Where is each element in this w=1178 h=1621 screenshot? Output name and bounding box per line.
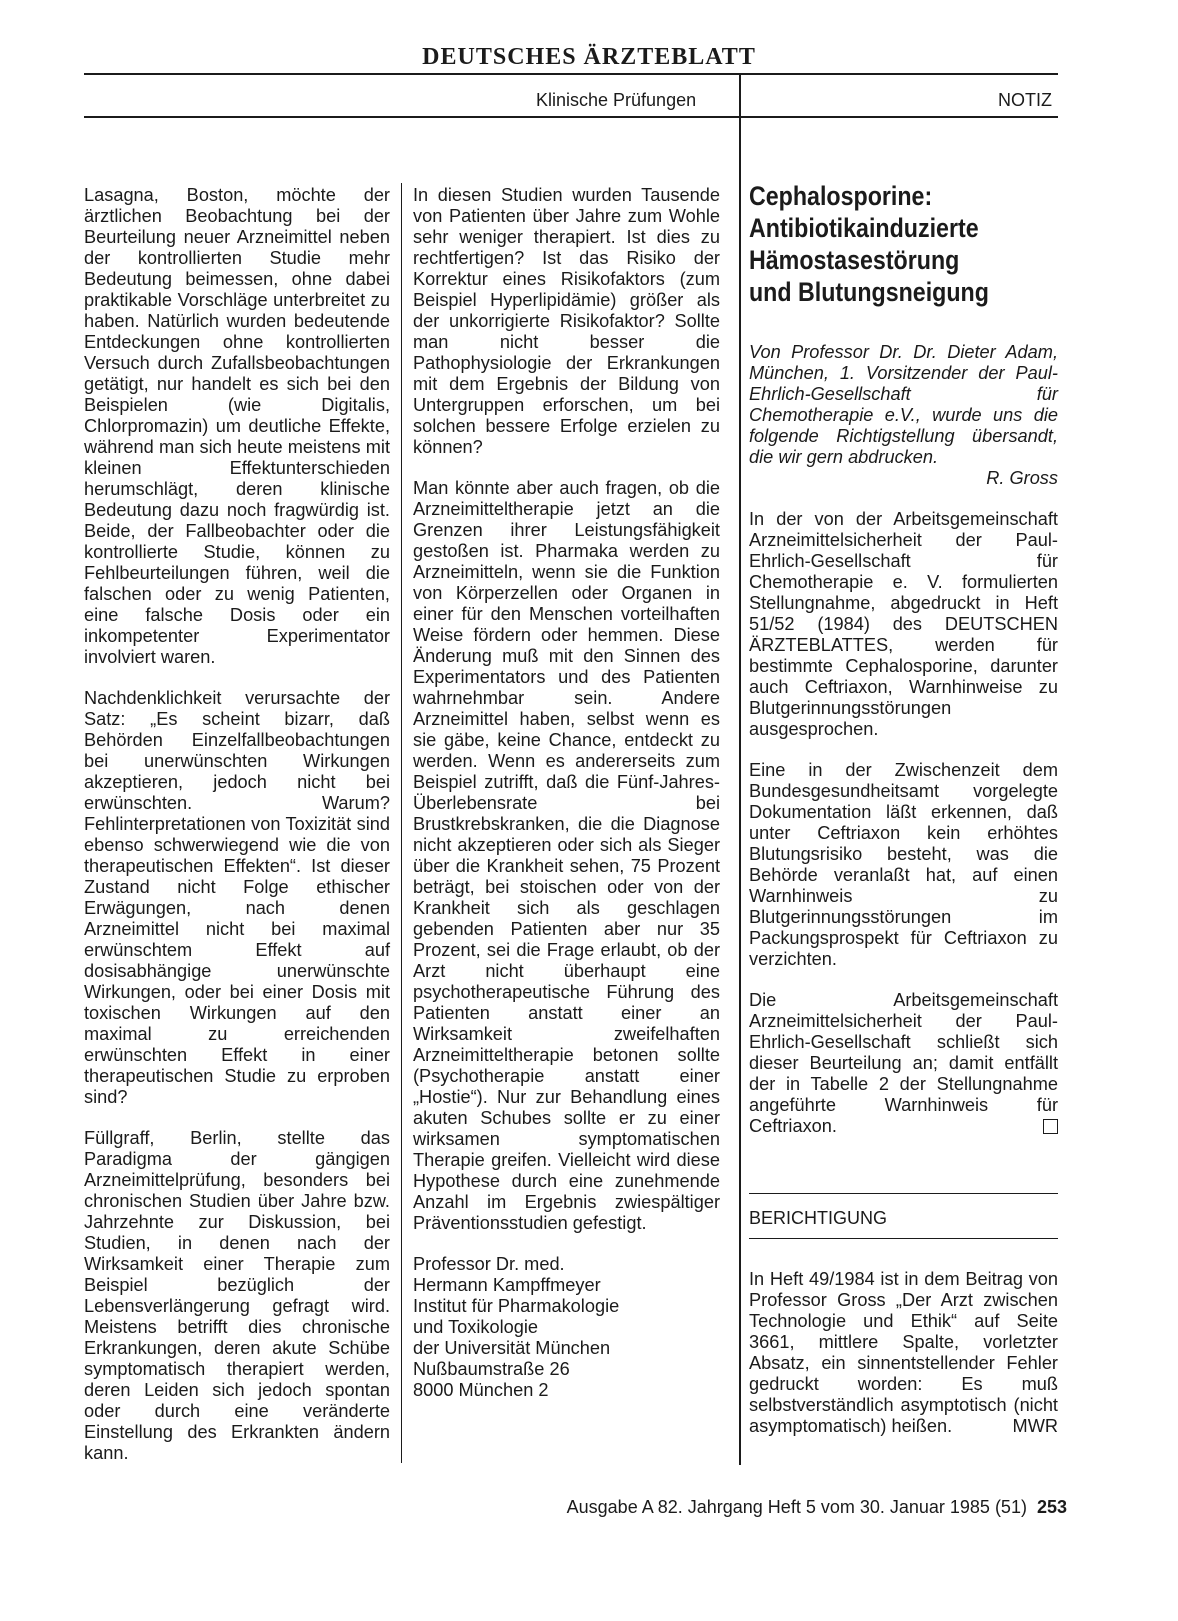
title-line: Cephalosporine:	[749, 181, 933, 211]
paragraph: Eine in der Zwischenzeit dem Bundesgesundheitsamt vorgelegte Dokumentation läßt erkennen, daß unter Ceftriaxon kein erhöhtes Blutungsrisiko besteht, was die Behörde veranlaßt hat, auf einen Warnhinweis zu Blutgerinnungsstörungen im Packungsprospekt für Ceftriaxon zu verzichten.	[749, 760, 1058, 969]
article-intro	[749, 342, 1058, 489]
signature-line: der Universität München	[413, 1338, 611, 1358]
paragraph	[749, 1269, 1058, 1437]
paragraph-text: Die Arbeitsgemeinschaft Arzneimittelsicherheit der Paul-Ehrlich-Gesellschaft schließt sich dieser Beurteilung an; damit entfällt der in Tabelle 2 der Stellungnahme angeführte Warnhinweis für Ceftriaxon.	[749, 990, 1058, 1136]
author-signature	[413, 1254, 720, 1401]
end-mark-icon	[1043, 1119, 1058, 1134]
paragraph: Füllgraff, Berlin, stellte das Paradigma der gängigen Arzneimittelprüfung, besonders bei chronischen Studien über Jahre bzw. Jahrzehnte zur Diskussion, bei Studien, in denen nach der Wirksamkeit einer Therapie zum Beispiel bezüglich der Lebensverlängerung gefragt wird. Meistens betrifft dies chronische Erkrankungen, deren akute Schübe symptomatisch therapiert werden, deren Leiden sich jedoch spontan oder durch eine veränderte Einstellung des Erkrankten ändern kann.	[84, 1128, 390, 1463]
berichtigung-text: In Heft 49/1984 ist in dem Beitrag von Professor Gross „Der Arzt zwischen Technologie und Ethik“ auf Seite 3661, mittlere Spalte, vorletzter Absatz, ein sinnentstellender Fehler gedruckt worden: Es muß selbstverständlich asymptotisch (nicht asymptomatisch) heißen.	[749, 1269, 1058, 1436]
column-1	[84, 185, 390, 1484]
signature-line: und Toxikologie	[413, 1317, 539, 1337]
column-3	[749, 180, 1058, 1137]
signature-line: Nußbaumstraße 26	[413, 1359, 570, 1379]
paragraph: Nachdenklichkeit verursachte der Satz: „Es scheint bizarr, daß Behörden Einzelfallbeobachtungen bei unerwünschten Wirkungen akzeptieren, jedoch nicht bei erwünschten. Warum? Fehlinterpretationen von Toxizität sind ebenso schwerwiegend wie die von therapeutischen Effekten“. Ist dieser Zustand nicht Folge ethischer Erwägungen, nach denen Arzneimittel nicht bei maximal erwünschtem Effekt auf dosisabhängige unerwünschte Wirkungen, oder bei einer Dosis mit toxischen Wirkungen auf den maximal zu erreichenden erwünschten Effekt in einer therapeutischen Studie zu erproben sind?	[84, 688, 390, 1107]
paragraph: Man könnte aber auch fragen, ob die Arzneimitteltherapie jetzt an die Grenzen ihrer Leistungsfähigkeit gestoßen ist. Pharmaka werden zu Arzneimitteln, wenn sie die Funktion von Körperzellen oder Organen in einer für den Menschen vorteilhaften Weise fördern oder hemmen. Diese Änderung muß mit den Sinnen des Experimentators und des Patienten wahrnehmbar sein. Andere Arzneimittel haben, selbst wenn es sie gäbe, keine Chance, entdeckt zu werden. Wenn es andererseits zum Beispiel zutrifft, daß die Fünf-Jahres-Überlebensrate bei Brustkrebskranken, die die Diagnose nicht akzeptieren oder sich als Sieger über die Krankheit sehen, 75 Prozent beträgt, bei stoischen oder von der Krankheit sich als geschlagen gebenden Patienten aber nur 35 Prozent, sei die Frage erlaubt, ob der Arzt nicht überhaupt eine psychotherapeutische Führung des Patienten anstatt einer an Wirksamkeit zweifelhaften Arzneimitteltherapie betonen sollte (Psychotherapie anstatt einer „Hostie“). Nur zur Behandlung eines akuten Schubes sollte er zu einer wirksamen symptomatischen Therapie greifen. Vielleicht wird diese Hypothese durch eine zunehmende Anzahl im Ergebnis zwiespältiger Präventionsstudien gefestigt.	[413, 478, 720, 1233]
header-divider	[739, 75, 741, 135]
paragraph: In diesen Studien wurden Tausende von Patienten über Jahre zum Wohle sehr weniger therapiert. Ist dies zu rechtfertigen? Ist das Risiko der Korrektur eines Risikofaktors (zum Beispiel Hyperlipidämie) größer als der unkorrigierte Risikofaktor? Sollte man nicht besser die Pathophysiologie der Erkrankungen mit dem Ergebnis der Bildung von Untergruppen erforschen, um bei solchen bessere Erfolge erzielen zu können?	[413, 185, 720, 457]
berichtigung-signature: MWR	[1012, 1416, 1058, 1436]
paragraph	[749, 990, 1058, 1137]
berichtigung-bottom-rule	[749, 1238, 1058, 1239]
section-label-right: NOTIZ	[998, 90, 1052, 110]
page-number: 253	[1036, 1497, 1067, 1517]
masthead-rule	[84, 73, 1058, 75]
intro-signature: R. Gross	[986, 468, 1058, 488]
header-bottom-rule	[84, 116, 1058, 118]
signature-line: Hermann Kampffmeyer	[413, 1275, 601, 1295]
title-line: und Blutungsneigung	[749, 277, 989, 307]
masthead: DEUTSCHES ÄRZTEBLATT	[422, 44, 756, 70]
paragraph: Lasagna, Boston, möchte der ärztlichen Beobachtung bei der Beurteilung neuer Arzneimittel neben der kontrollierten Studie mehr Bedeutung beimessen, ohne dabei praktikable Vorschläge unterbreitet zu haben. Natürlich wurden bedeutende Entdeckungen ohne kontrollierten Versuch durch Zufallsbeobachtungen getätigt, nur handelt es sich bei den Beispielen (wie Digitalis, Chlorpromazin) um deutliche Effekte, während man sich heute meistens mit kleinen Effektunterschieden herumschlägt, deren klinische Bedeutung dazu noch fragwürdig ist. Beide, der Fallbeobachter oder die kontrollierte Studie, können zu Fehlbeurteilungen führen, weil die falschen oder zu wenig Patienten, eine falsche Dosis oder ein inkompetenter Experimentator involviert waren.	[84, 185, 390, 667]
page-footer	[0, 1497, 1067, 1518]
title-line: Hämostasestörung	[749, 245, 960, 275]
intro-text: Von Professor Dr. Dr. Dieter Adam, München, 1. Vorsitzender der Paul-Ehrlich-Gesellschaft für Chemotherapie e.V., wurde uns die folgende Richtigstellung übersandt, die wir gern abdrucken.	[749, 342, 1058, 467]
berichtigung	[749, 1269, 1058, 1437]
title-line: Antibiotikainduzierte	[749, 213, 979, 243]
berichtigung-top-rule	[749, 1193, 1058, 1194]
issue-info: Ausgabe A 82. Jahrgang Heft 5 vom 30. Januar 1985 (51)	[566, 1497, 1027, 1517]
berichtigung-label: BERICHTIGUNG	[749, 1208, 888, 1228]
signature-line: Institut für Pharmakologie	[413, 1296, 620, 1316]
paragraph: In der von der Arbeitsgemeinschaft Arzneimittelsicherheit der Paul-Ehrlich-Gesellschaft für Chemotherapie e. V. formulierten Stellungnahme, abgedruckt in Heft 51/52 (1984) des DEUTSCHEN ÄRZTEBLATTES, werden für bestimmte Cephalosporine, darunter auch Ceftriaxon, Warnhinweise zu Blutgerinnungsstörungen ausgesprochen.	[749, 509, 1058, 739]
signature-line: 8000 München 2	[413, 1380, 549, 1400]
signature-line: Professor Dr. med.	[413, 1254, 565, 1274]
column-divider-1	[401, 183, 402, 1463]
column-2	[413, 185, 720, 1401]
article-title	[749, 180, 1041, 308]
section-label-left: Klinische Prüfungen	[536, 90, 697, 110]
column-divider-2	[739, 135, 741, 1465]
